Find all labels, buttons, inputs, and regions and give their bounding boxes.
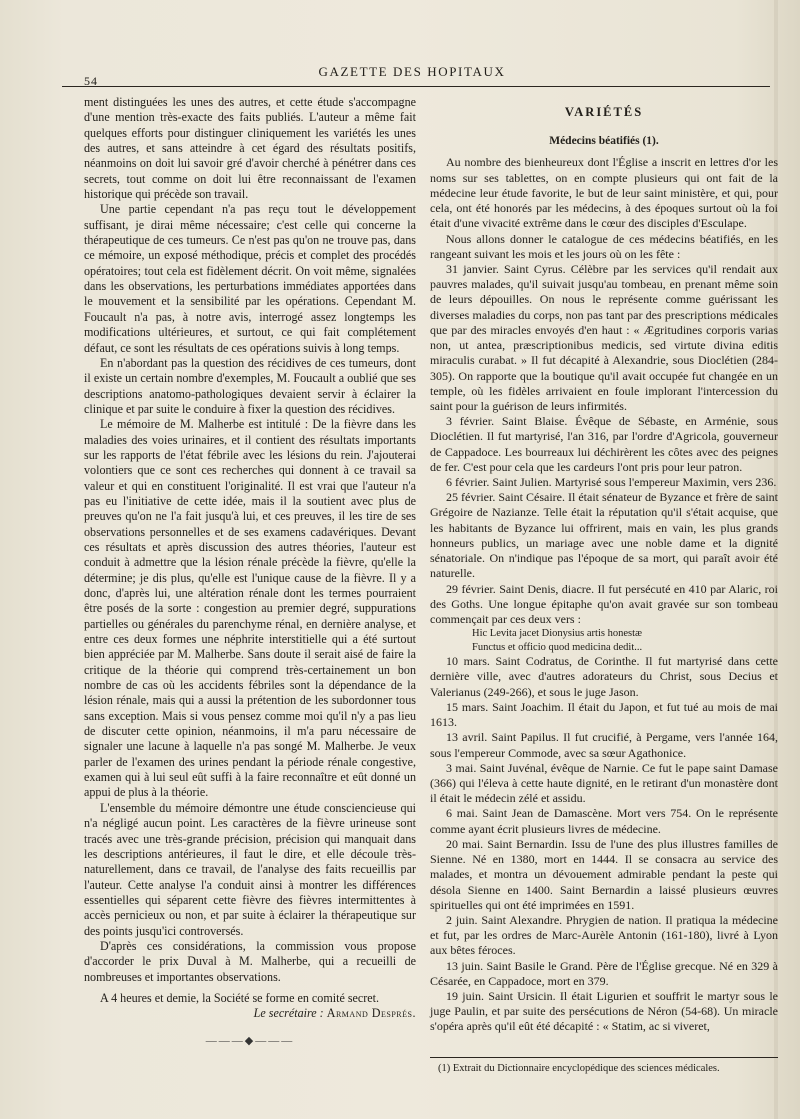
saint-entry: 15 mars. Saint Joachim. Il était du Japon, et fut tué au mois de mai 1613. [430, 699, 778, 730]
paragraph: Le mémoire de M. Malherbe est intitulé : De la fièvre dans les maladies des voies urinaires, et il contient des résultats importants sur les rapports de l'état fébrile avec les lésions du rein. J'ajouterai volontiers que ce sont ces recherches qui donnent à ce travail sa valeur et qui en constituent l'originalité. Il est vrai que l'auteur n'a pas eu l'initiative de cette idée, mais il la soutient avec plus de preuves qu'on ne l'a fait jusqu'à lui, et ces preuves, il les tire de ses observations personnelles et de ses examens cadavériques. Devant ces résultats et après discussion des autres théories, l'auteur est conduit à admettre que la lésion rénale précède la fièvre, qu'elle la détermine; je dis plus, qu'elle est l'unique cause de la fièvre. Il y a donc, d'après lui, une altération rénale dont les termes pourraient être posés de la sorte : congestion au premier degré, suppurations partielles ou générales du parenchyme rénal, en dernière analyse, et entre ces deux formes une néphrite interstitielle qui a été surtout bien appréciée par M. Malherbe. Sans doute il serait aisé de faire la critique de la théorie qui comprend très-certainement un bon nombre de cas où les accidents fébriles sont la dépendance de la lésion rénale, mais qui a aussi la prétention de les subordonner tous sans exception. Mais si vous pensez comme moi qu'il n'y a pas lieu de discuter cette opinion, néanmoins, il m'a paru nécessaire de signaler une lacune à laquelle n'a pas songé M. Malherbe. Je veux parler de l'examen des urines pendant la période rénale congestive, examen qui à lui seul eût suffi à la faire reconnaître et eût donné un appui de plus à la théorie. [84, 417, 416, 800]
journal-title: GAZETTE DES HOPITAUX [318, 64, 506, 79]
page-number: 54 [84, 74, 98, 88]
paragraph: Au nombre des bienheureux dont l'Église a inscrit en lettres d'or les noms sur ses tablettes, on en compte plusieurs qui ont fait de la médecine leur étude favorite, le but de leur saint ministère, et qui, pour cela, ont été honorés par les médecins, à des époques surtout où la foi était d'une vivacité extrême dans le cœur des disciples d'Esculape. [430, 155, 778, 231]
left-column [84, 95, 416, 1049]
epitaph-line: Functus et officio quod medicina dedit... [472, 641, 643, 653]
epitaph-line: Hic Levita jacet Dionysius artis honestæ [472, 628, 643, 640]
footnote: (1) Extrait du Dictionnaire encyclopédique des sciences médicales. [438, 1063, 720, 1074]
paragraph: D'après ces considérations, la commission vous propose d'accorder le prix Duval à M. Malherbe, qui a recueilli de nombreuses et importantes observations. [84, 938, 416, 984]
saint-entry: 25 février. Saint Césaire. Il était sénateur de Byzance et frère de saint Grégoire de Nazianze. Telle était la réputation qu'il s'était acquise, que les habitants de Byzance lui offrirent, mais en vain, les plus grands honneurs publics, un mariage avec une noble dame et la dignité sénatoriale. On n'indique pas l'époque de sa mort, qui paraît avoir été naturelle. [430, 490, 778, 581]
paragraph: ment distinguées les unes des autres, et cette étude s'accompagne d'une mention très-exacte des faits publiés. L'auteur a même fait quelques efforts pour distinguer cliniquement les variétés les unes des autres, et sans atteindre à cet égard des résultats positifs, néanmoins on doit lui savoir gré d'avoir cherché à pénétrer dans ces secrets, tout comme on doit lui être reconnaissant de l'examen historique qui précède son travail. [84, 95, 416, 202]
signature-name: Armand Després. [326, 1006, 416, 1021]
saint-entry: 13 avril. Saint Papilus. Il fut crucifié, à Pergame, vers l'année 164, sous l'empereur Commode, avec sa sœur Agathonice. [430, 730, 778, 760]
paragraph: L'ensemble du mémoire démontre une étude consciencieuse qui n'a négligé aucun point. Les caractères de la fièvre urineuse sont tracés avec une très-grande précision, précision qui manquait dans les descriptions antérieures, il faut le dire, et elle découle très-naturellement, dans ce travail, de l'analyse des faits recueillis par l'auteur. Cette analyse l'a conduit ainsi à montrer les différences essentielles qui séparent cette fièvre des fièvres intermittentes à accès pernicieux ou non, et par suite à éclairer la thérapeutique sur des points jusqu'ici controversés. [84, 800, 416, 938]
closing-line: A 4 heures et demie, la Société se forme en comité secret. [100, 990, 380, 1005]
paragraph: En n'abordant pas la question des récidives de ces tumeurs, dont il existe un certain nombre d'exemples, M. Foucault a oublié que ses descriptions anatomo-pathologiques devaient servir à éclairer la clinique et par suite le conduire à fixer la question des récidives. [84, 355, 416, 416]
saint-entry: 13 juin. Saint Basile le Grand. Père de l'Église grecque. Né en 329 à Césarée, en Cappadoce, mort en 379. [430, 958, 778, 988]
section-title: VARIÉTÉS [564, 105, 644, 119]
saint-entry: 19 juin. Saint Ursicin. Il était Ligurien et souffrit le martyr sous le juge Paulin, et par suite des persécutions de Néron (54-68). Un miracle s'opéra après qu'il eût été décapité : « Statim, ac si viveret, [430, 989, 778, 1034]
separator-ornament: ———◆——— [205, 1034, 295, 1047]
paragraph: Nous allons donner le catalogue de ces médecins béatifiés, en les rangeant suivant les mois et les jours où on les fête : [430, 231, 778, 261]
saint-entry: 2 juin. Saint Alexandre. Phrygien de nation. Il pratiqua la médecine et fut, par les ordres de Marc-Aurèle Antonin (161-180), livré à Lyon aux bêtes féroces. [430, 912, 778, 958]
running-head [62, 62, 762, 88]
saint-entry: 10 mars. Saint Codratus, de Corinthe. Il fut martyrisé dans cette dernière ville, avec d'autres adorateurs du Christ, sous Decius et Valerianus (249-266), et sous le juge Jason. [430, 654, 778, 699]
saint-entry: 3 février. Saint Blaise. Évêque de Sébaste, en Arménie, sous Dioclétien. Il fut martyrisé, l'an 316, par l'ordre d'Agricola, gouverneur de Cappadoce. Les bourreaux lui déchirèrent les côtes avec des peignes de fer. C'est pour cela que les cardeurs l'ont pris pour leur patron. [430, 414, 778, 474]
saint-entry: 31 janvier. Saint Cyrus. Célèbre par les services qu'il rendait aux pauvres malades, qu'il suivait jusqu'au tombeau, en prenant même soin de leurs dépouilles. On nous le représente comme guérissant les diverses maladies du corps, non pas tant par des prescriptions médicales que par des miracles envoyés d'en haut : « Ægritudines corporis varias non, ut antea, præscriptionibus medicis, sed virtute divina editis miraculis curabat. » Il fut décapité à Alexandrie, sous Dioclétien (284-305). On rapporte que la boutique qu'il avait occupée fut changée en un temple, où les fidèles arrivaient en foule implorant l'intercession du saint pour la guérison de leurs infirmités. [430, 261, 778, 413]
saint-entry: 3 mai. Saint Juvénal, évêque de Narnie. Ce fut le pape saint Damase (366) qui l'éleva à cette haute dignité, en le retirant d'un monastère dont il était le médecin zélé et assidu. [430, 760, 778, 806]
header-rule [62, 86, 770, 87]
footnote-rule [430, 1057, 778, 1058]
signature [84, 1006, 416, 1021]
saint-entry: 29 février. Saint Denis, diacre. Il fut persécuté en 410 par Alaric, roi des Goths. Une longue épitaphe qu'on avait gravée sur son tombeau commençait par ces deux vers : [430, 581, 778, 626]
saint-entry: 20 mai. Saint Bernardin. Issu de l'une des plus illustres familles de Sienne. Né en 1380, mort en 1444. Il se consacra au service des malades, et montra un dévouement admirable pendant la peste qui désola Sienne en 1400. Saint Bernardin a laissé plusieurs œuvres spirituelles qui ont été imprimées en 1591. [430, 836, 778, 912]
saint-entry: 6 mai. Saint Jean de Damascène. Mort vers 754. On le représente comme ayant écrit plusieurs livres de médecine. [430, 806, 778, 836]
paragraph: Une partie cependant n'a pas reçu tout le développement suffisant, je dirai même nécessaire; c'est celle qui concerne la thérapeutique de ces tumeurs. Ce n'est pas qu'on ne trouve pas, dans ce mémoire, un exposé méthodique, précis et complet des procédés opératoires; tout cela est fidèlement décrit. On voit même, signalées dans les observations, les perturbations immédiates apportées dans le mouvement et la sensibilité par les opérations. Cependant M. Foucault n'a pas, à notre avis, interrogé assez longtemps les modifications ultérieures, et surtout, ce qui fait complétement défaut, ce sont les résultats de ces opérations suivis à long temps. [84, 202, 416, 355]
signature-role: Le secrétaire : [253, 1006, 327, 1021]
subsection-title: Médecins béatifiés (1). [549, 135, 659, 148]
saint-entry: 6 février. Saint Julien. Martyrisé sous l'empereur Maximin, vers 236. [446, 475, 777, 490]
right-column [430, 95, 778, 1035]
